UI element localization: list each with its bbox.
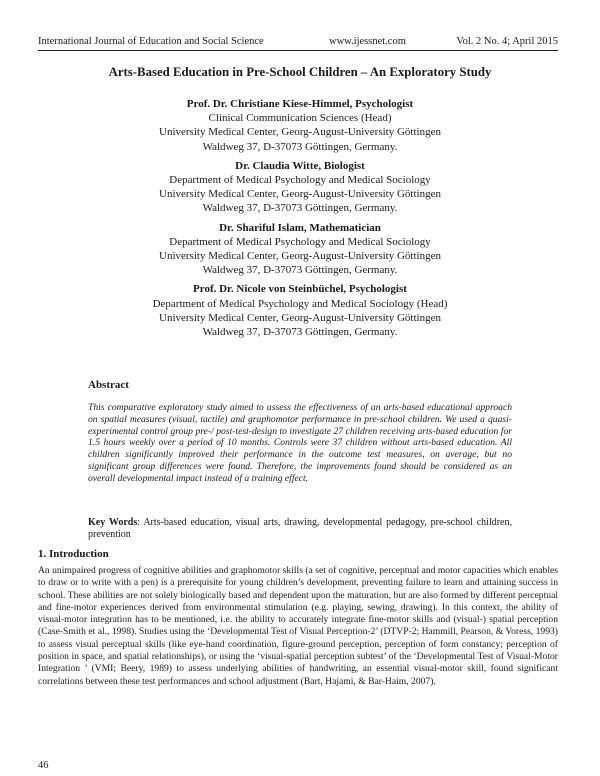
keywords-label: Key Words	[88, 517, 138, 528]
abstract-text: This comparative exploratory study aimed to assess the effectiveness of an arts-based educational approach on spatial measures (visual, tactile) and graphomotor performance in pre-school children. We used a quasi-experimental control group pre-/ post-test-design to investigate 27 children receiving arts-based education for 1.5 hours weekly over a period of 10 months. Controls were 37 children without arts-based education. All children significantly improved their performance in the outcome test measures, on average, but no significant group differences were found. Therefore, the improvements found should be considered as an overall developmental impact instead of a training effect.	[88, 402, 512, 484]
author-address: Waldweg 37, D-37073 Göttingen, Germany.	[202, 140, 398, 153]
running-header	[38, 36, 558, 51]
author-institution: University Medical Center, Georg-August-University Göttingen	[159, 311, 441, 324]
volume-info: Vol. 2 No. 4; April 2015	[456, 36, 558, 47]
author-address: Waldweg 37, D-37073 Göttingen, Germany.	[202, 264, 398, 277]
author-institution: University Medical Center, Georg-August-University Göttingen	[159, 250, 441, 263]
author-name: Dr. Shariful Islam, Mathematician	[219, 221, 381, 234]
journal-website[interactable]: www.ijessnet.com	[329, 36, 406, 47]
author-name: Prof. Dr. Nicole von Steinbüchel, Psychologist	[193, 283, 407, 296]
paper-title: Arts-Based Education in Pre-School Children – An Exploratory Study	[108, 65, 492, 79]
section-heading-introduction: 1. Introduction	[38, 548, 109, 560]
introduction-paragraph: An unimpaired progress of cognitive abilities and graphomotor skills (a set of cognitive, perceptual and motor capacities which enables to draw or to write with a pen) is a prerequisite for young children’s development, preventing failure to learn and attaining success in school. These abilities are not solely biologically based and dependent upon the maturation, but are also formed by different perceptual and fine-motor experiences derived from environmental stimulation (e.g. playing, sewing, drawing). In this context, the ability of visual-motor integration has to be mentioned, i.e. the ability to accurately integrate fine-motor skills and (visual-) spatial perception (Case-Smith et al., 1998). Studies using the ‘Developmental Test of Visual Perception-2’ (DTVP-2; Hammill, Pearson, & Voress, 1993) to assess visual perceptual skills (like eye-hand coordination, figure-ground perception, perception of form constancy; perception of position in space, and spatial relationships), or using the ‘visual-spatial perception subtest’ of the ‘Developmental Test of Visual-Motor Integration ’ (VMI; Beery, 1989) to assess underlying abilities of handwriting, an essential visual-motor skill, found significant correlations between these test performances and school adjustment (Bart, Hajami, & Bar-Haim, 2007).	[38, 565, 558, 687]
author-address: Waldweg 37, D-37073 Göttingen, Germany.	[202, 202, 398, 215]
author-block	[0, 282, 600, 339]
author-block	[0, 221, 600, 278]
author-institution: University Medical Center, Georg-August-University Göttingen	[159, 126, 441, 139]
author-block	[0, 97, 600, 154]
keywords-text: : Arts-based education, visual arts, drawing, developmental pedagogy, pre-school children, prevention	[88, 517, 512, 541]
journal-name: International Journal of Education and Social Science	[38, 36, 264, 47]
author-list	[0, 97, 600, 344]
abstract-heading: Abstract	[88, 379, 129, 391]
author-institution: University Medical Center, Georg-August-University Göttingen	[159, 188, 441, 201]
author-name: Dr. Claudia Witte, Biologist	[235, 159, 365, 172]
author-address: Waldweg 37, D-37073 Göttingen, Germany.	[202, 326, 398, 339]
author-affiliation: Department of Medical Psychology and Medical Sociology	[169, 235, 431, 248]
author-affiliation: Clinical Communication Sciences (Head)	[208, 112, 392, 125]
author-affiliation: Department of Medical Psychology and Medical Sociology (Head)	[152, 297, 448, 310]
author-name: Prof. Dr. Christiane Kiese-Himmel, Psychologist	[186, 98, 414, 110]
keywords	[88, 517, 512, 541]
page-number: 46	[38, 760, 49, 771]
author-block	[0, 159, 600, 216]
author-affiliation: Department of Medical Psychology and Medical Sociology	[169, 174, 431, 187]
